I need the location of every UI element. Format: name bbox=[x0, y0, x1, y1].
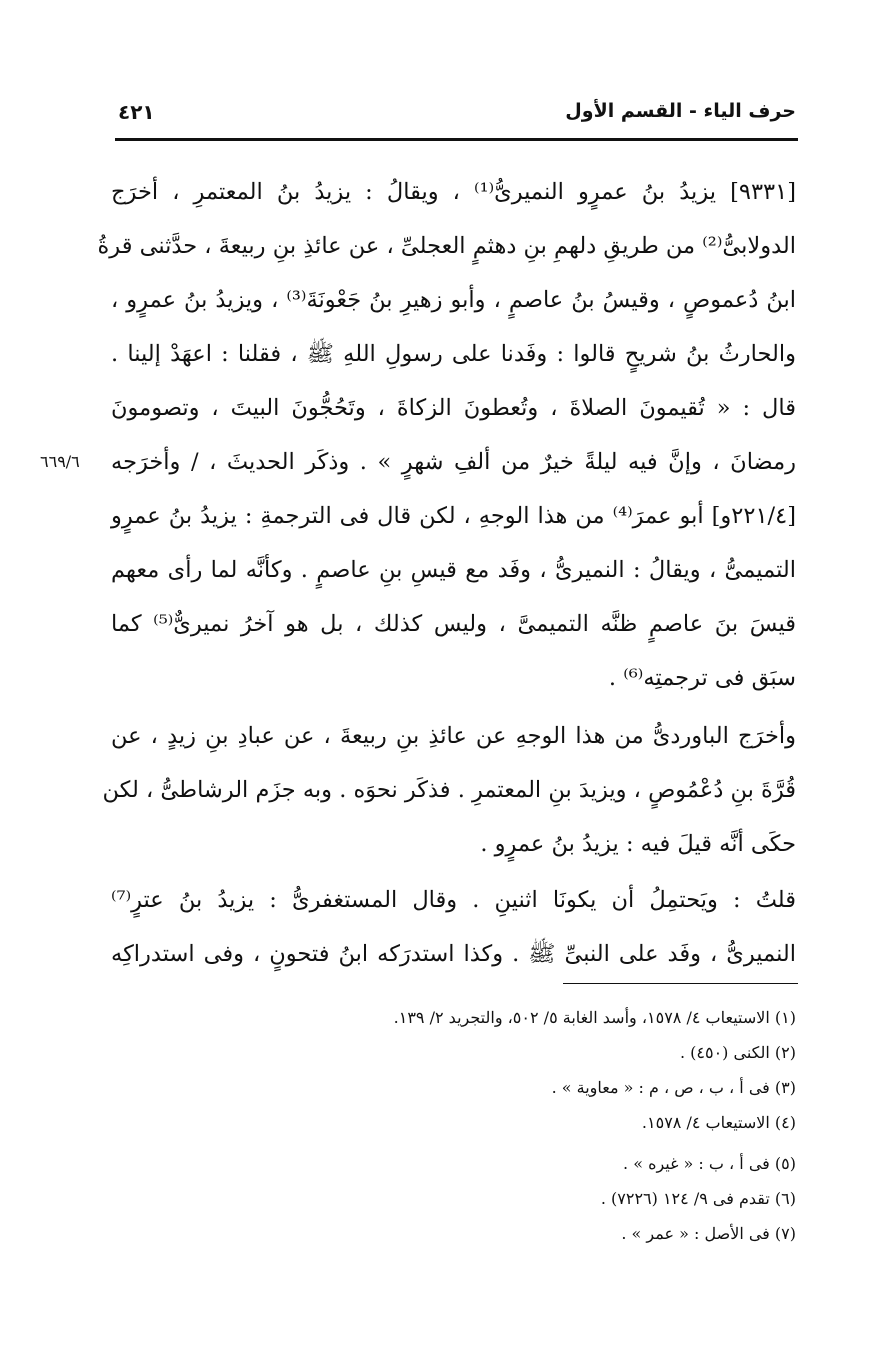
footnote: (٥) فى أ ، ب : « غيره » . bbox=[623, 1154, 796, 1173]
footnote: (٧) فى الأصل : « عمر » . bbox=[621, 1224, 796, 1243]
body-line: قلتُ : ويَحتمِلُ أن يكونَا اثنينِ . وقال المستغفرىُّ : يزيدُ بنُ عترٍ⁽⁷⁾ bbox=[111, 887, 796, 913]
page-header bbox=[118, 92, 796, 132]
footnote: (٢) الكنى (٤٥٠) . bbox=[679, 1043, 796, 1062]
body-line: رمضانَ ، وإنَّ فيه ليلةً خيرٌ من ألفِ شهرٍ » . وذكَر الحديثَ ، / وأخرَجه bbox=[111, 449, 796, 475]
header-rule bbox=[115, 138, 798, 141]
margin-reference: ٦٦٩/٦ bbox=[40, 452, 80, 471]
footnote: (٤) الاستيعاب ٤/ ١٥٧٨. bbox=[641, 1113, 796, 1132]
body-line: ابنُ دُعموصٍ ، وقيسُ بنُ عاصمٍ ، وأبو زهيرِ بنُ جَعْونَةَ⁽³⁾ ، ويزيدُ بنُ عمرٍو ، bbox=[111, 287, 796, 313]
body-line: حكَى أنَّه قيلَ فيه : يزيدُ بنُ عمرٍو . bbox=[480, 831, 796, 857]
footnote: (٦) تقدم فى ٩/ ١٢٤ (٧٢٢٦) . bbox=[600, 1189, 796, 1208]
body-line: التميمىُّ ، ويقالُ : النميرىُّ ، وفَد مع قيسِ بنِ عاصمٍ . وكأنَّه لما رأى معهم bbox=[111, 557, 796, 583]
body-line: وأخرَج الباوردىُّ من هذا الوجهِ عن عائذِ بنِ ربيعةَ ، عن عبادِ بنِ زيدٍ ، عن bbox=[111, 723, 796, 749]
footnote: (٣) فى أ ، ب ، ص ، م : « معاوية » . bbox=[551, 1078, 796, 1097]
body-line: الدولابىُّ⁽²⁾ من طريقِ دلهمِ بنِ دهثمٍ العجلىِّ ، عن عائذِ بنِ ربيعةَ ، حدَّثنى قرةُ bbox=[97, 233, 796, 259]
entry-heading-line: [٩٣٣١] يزيدُ بنُ عمرٍو النميرىُّ⁽¹⁾ ، ويقالُ : يزيدُ بنُ المعتمرِ ، أخرَج bbox=[111, 179, 796, 205]
body-line: والحارثُ بنُ شريحٍ قالوا : وفَدنا على رسولِ اللهِ ﷺ ، فقلنا : اعهَدْ إلينا . bbox=[111, 341, 796, 367]
footnote: (١) الاستيعاب ٤/ ١٥٧٨، وأسد الغابة ٥/ ٥٠٢، والتجريد ٢/ ١٣٩. bbox=[393, 1008, 796, 1027]
footnote-rule bbox=[563, 983, 798, 984]
body-line: قيسَ بنَ عاصمٍ ظنَّه التميمىَّ ، وليس كذلك ، بل هو آخرُ نميرىٌّ⁽⁵⁾ كما bbox=[111, 611, 796, 637]
page-number: ٤٢١ bbox=[118, 100, 155, 124]
running-title: حرف الياء - القسم الأول bbox=[565, 100, 796, 122]
body-line: النميرىُّ ، وفَد على النبىِّ ﷺ . وكذا استدرَكه ابنُ فتحونٍ ، وفى استدراكِه bbox=[111, 941, 796, 967]
body-line: قُرَّةَ بنِ دُعْمُوصٍ ، ويزيدَ بنِ المعتمرِ . فذكَر نحوَه . وبه جزَم الرشاطىُّ ، لكن bbox=[102, 777, 796, 803]
body-line: قال : « تُقيمونَ الصلاةَ ، وتُعطونَ الزكاةَ ، وتَحُجُّونَ البيتَ ، وتصومونَ bbox=[111, 395, 796, 421]
body-line: [٢٢١/٤و] أبو عمرَ⁽⁴⁾ من هذا الوجهِ ، لكن قال فى الترجمةِ : يزيدُ بنُ عمرٍو bbox=[111, 503, 796, 529]
body-line: سبَق فى ترجمتِه⁽⁶⁾ . bbox=[608, 665, 796, 691]
